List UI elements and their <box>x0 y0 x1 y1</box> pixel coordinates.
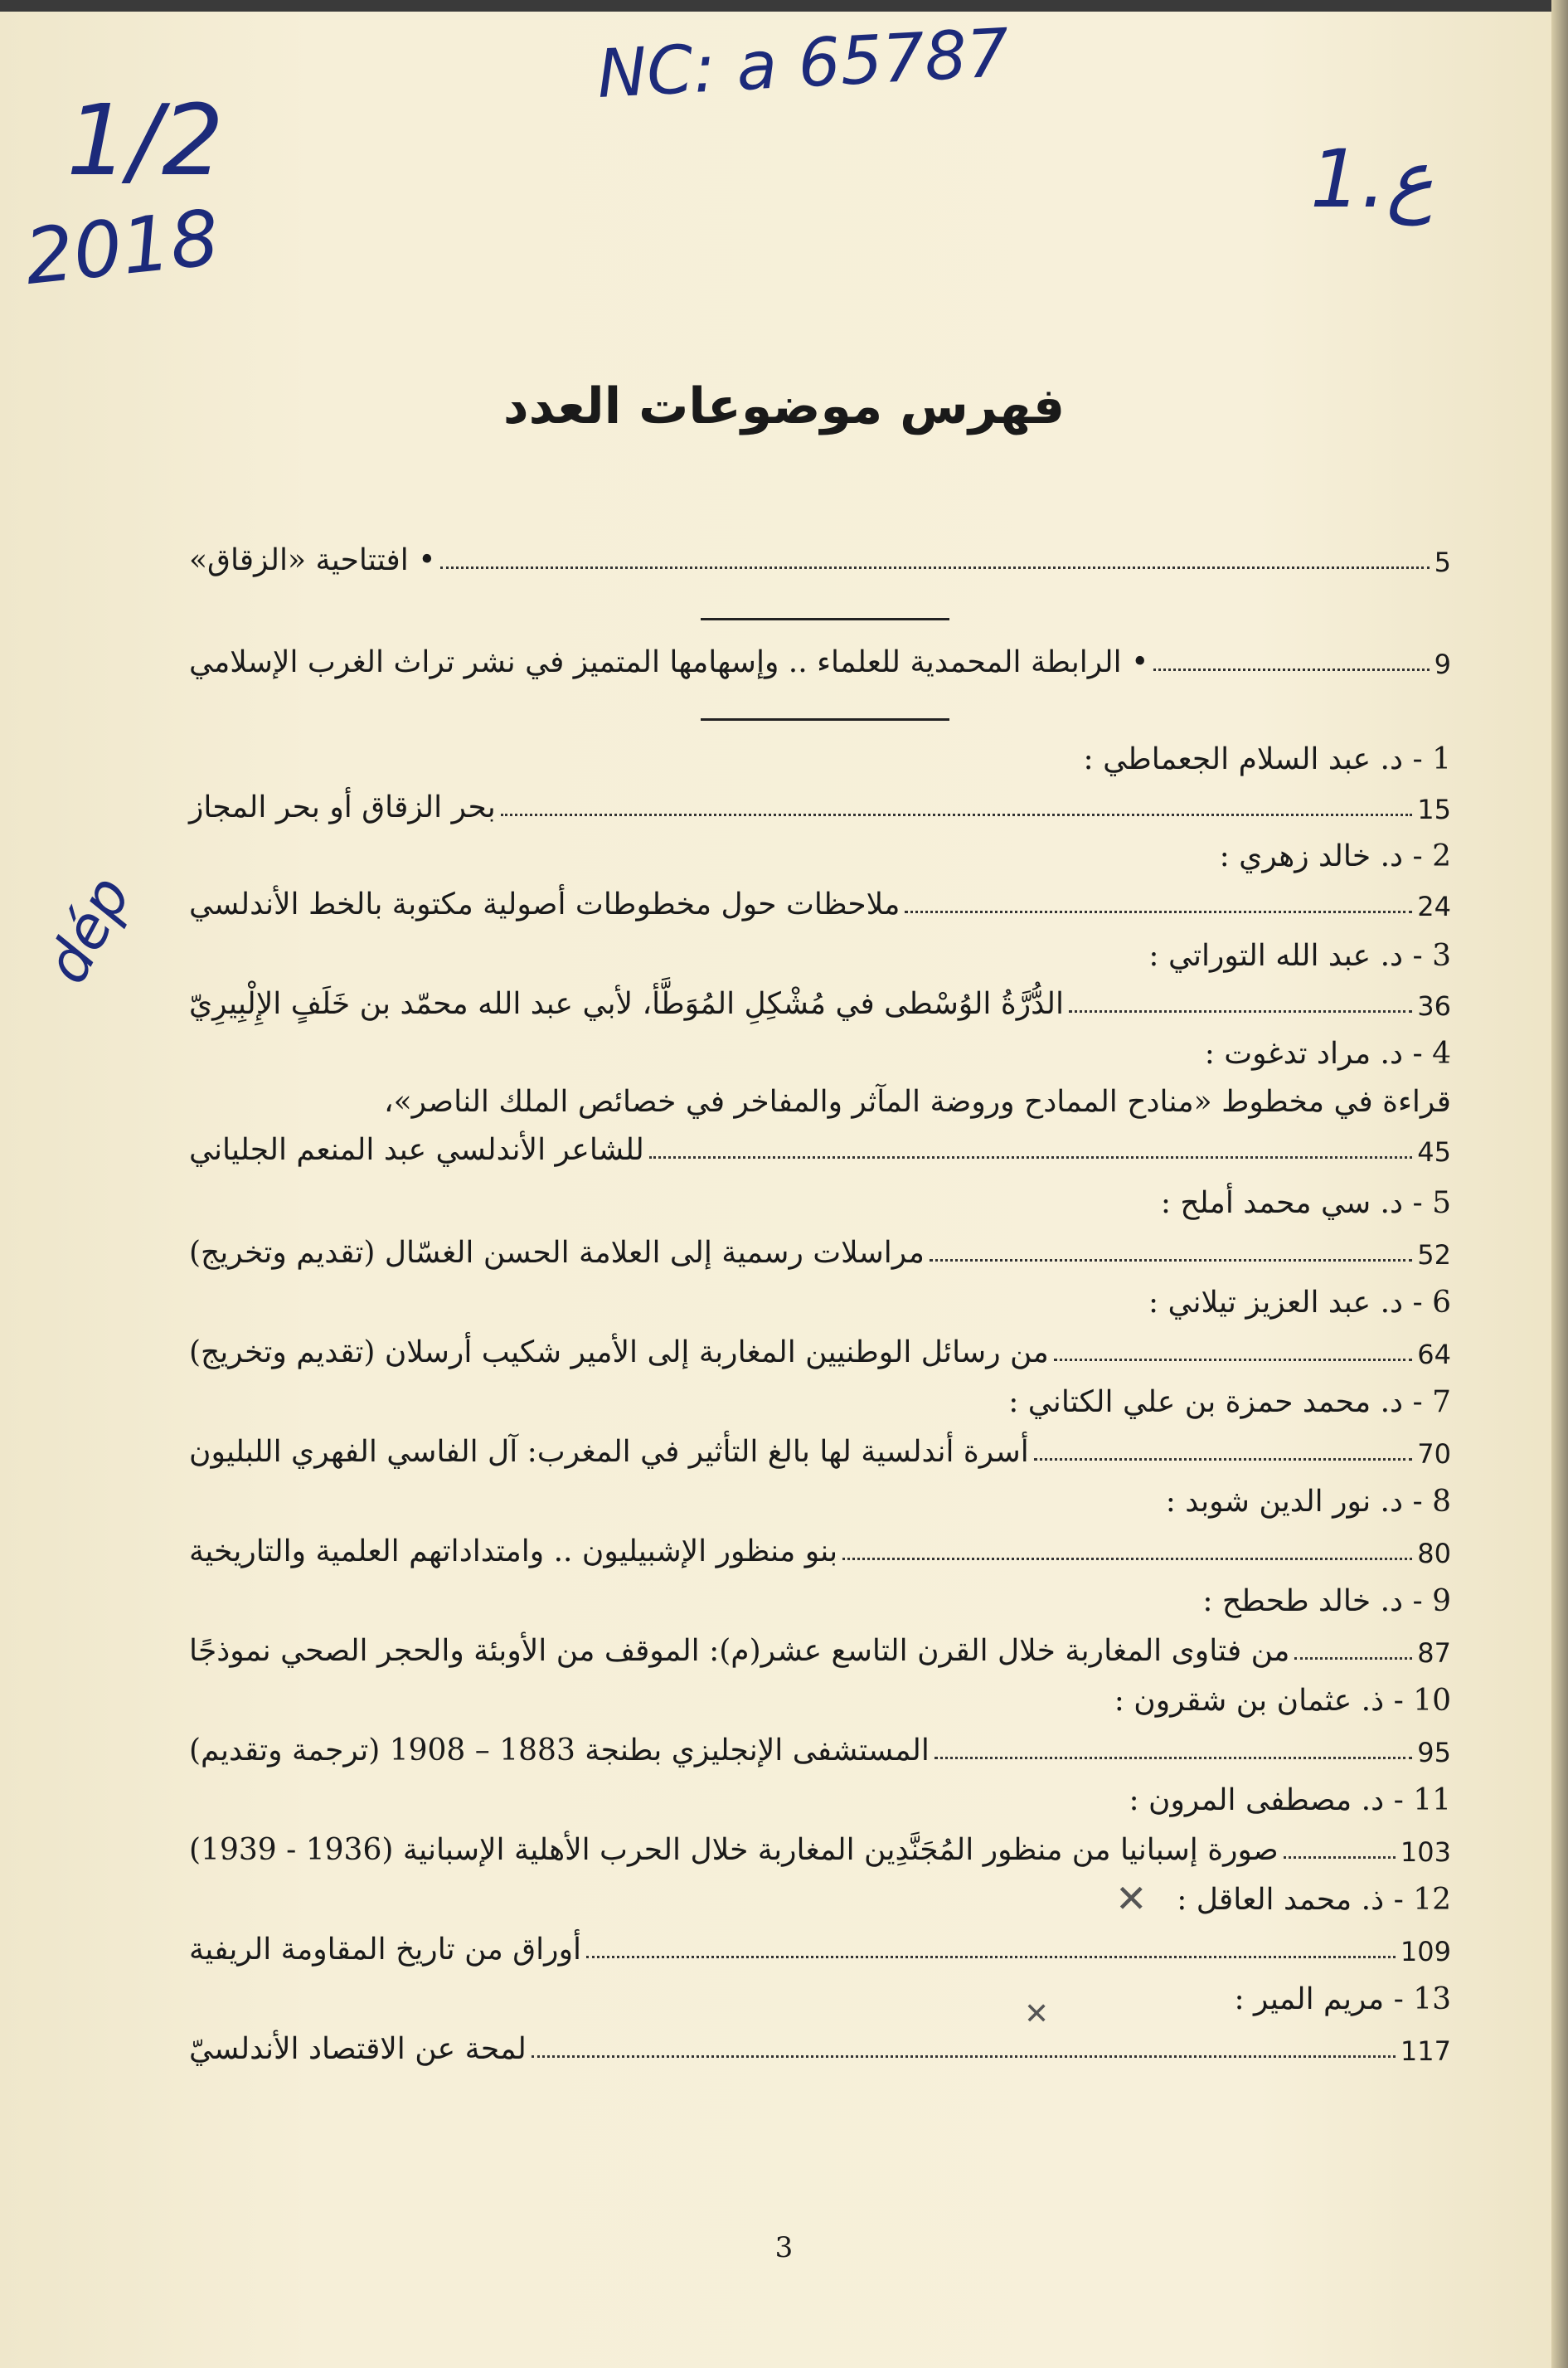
toc-page-number: 87 <box>1417 1636 1451 1669</box>
toc-entry-intro <box>189 543 1451 577</box>
toc-entry <box>189 2032 1451 2066</box>
toc-entry-title: مراسلات رسمية إلى العلامة الحسن الغسّال (تقديم وتخريج) <box>189 1236 925 1270</box>
toc-entry-title: • الرابطة المحمدية للعلماء .. وإسهامها المتميز في نشر تراث الغرب الإسلامي <box>189 645 1149 679</box>
toc-entry <box>189 1534 1451 1568</box>
toc-entry-rabita <box>189 645 1451 679</box>
toc-entry-title: • افتتاحية «الزقاق» <box>189 543 436 577</box>
leader-dots <box>586 1956 1396 1958</box>
toc-entry-title: أوراق من تاريخ المقاومة الريفية <box>189 1933 581 1967</box>
leader-dots <box>440 566 1429 569</box>
toc-page-number: 109 <box>1400 1935 1451 1967</box>
leader-dots <box>1054 1359 1413 1361</box>
toc-author: 7 - د. محمد حمزة بن علي الكتاني : <box>1008 1385 1451 1419</box>
toc-entry <box>189 887 1451 921</box>
handwritten-margin-note: dép <box>32 865 144 994</box>
leader-dots <box>532 2055 1396 2058</box>
toc-author: 12 - ذ. محمد العاقل : <box>1177 1883 1451 1917</box>
toc-page-number: 103 <box>1400 1836 1451 1868</box>
toc-entry-title: للشاعر الأندلسي عبد المنعم الجلياني <box>189 1133 644 1167</box>
toc-entry-title: أسرة أندلسية لها بالغ التأثير في المغرب: آل الفاسي الفهري اللبليون <box>189 1435 1029 1469</box>
toc-author: 10 - ذ. عثمان بن شقرون : <box>1114 1684 1451 1718</box>
toc-page-number: 15 <box>1417 793 1451 825</box>
toc-entry <box>189 987 1451 1021</box>
toc-author: 5 - د. سي محمد أملح : <box>1160 1186 1451 1220</box>
handwritten-x-mark: ✕ <box>1115 1876 1148 1921</box>
handwritten-fraction: 1/2 <box>66 83 224 197</box>
toc-author: 11 - د. مصطفى المرون : <box>1129 1783 1451 1817</box>
scan-right-edge <box>1551 0 1568 2368</box>
leader-dots <box>1284 1856 1396 1859</box>
toc-author: 13 - مريم المير : <box>1234 1982 1451 2016</box>
page-title: فهرس موضوعات العدد <box>502 377 1066 435</box>
toc-entry <box>189 1133 1451 1167</box>
toc-entry <box>189 1335 1451 1369</box>
handwritten-call-number: NC: a 65787 <box>595 14 1012 113</box>
toc-page-number: 95 <box>1417 1736 1451 1768</box>
page-number: 3 <box>774 2231 794 2264</box>
toc-author: 8 - د. نور الدين شوبد : <box>1165 1485 1451 1519</box>
toc-author: 2 - د. خالد زهري : <box>1219 839 1451 873</box>
toc-page-number: 80 <box>1417 1537 1451 1569</box>
leader-dots <box>649 1156 1412 1159</box>
toc-entry-title: بحر الزقاق أو بحر المجاز <box>189 790 496 824</box>
toc-entry <box>189 1733 1451 1767</box>
toc-author: 1 - د. عبد السلام الجعماطي : <box>1083 742 1451 776</box>
toc-page-number: 117 <box>1400 2035 1451 2067</box>
leader-dots <box>1069 1010 1412 1013</box>
toc-entry-title: الدُّرَّةُ الوُسْطى في مُشْكِلِ المُوَطَّأ، لأبي عبد الله محمّد بن خَلَفٍ الإِلْبِيرِيّ <box>189 987 1064 1021</box>
handwritten-x-mark: ✕ <box>1024 1997 1050 2031</box>
toc-entry-title: من فتاوى المغاربة خلال القرن التاسع عشر(م): الموقف من الأوبئة والحجر الصحي نموذجًا <box>189 1634 1290 1668</box>
toc-author: 6 - د. عبد العزيز تيلاني : <box>1148 1286 1451 1320</box>
toc-page-number: 52 <box>1417 1238 1451 1271</box>
toc-page-number: 24 <box>1417 890 1451 922</box>
toc-entry-title: المستشفى الإنجليزي بطنجة 1883 – 1908 (ترجمة وتقديم) <box>189 1733 930 1767</box>
toc-page-number: 36 <box>1417 990 1451 1022</box>
toc-author: 4 - د. مراد تدغوت : <box>1204 1037 1451 1071</box>
separator-line <box>701 718 949 721</box>
leader-dots <box>934 1757 1412 1759</box>
toc-author: 3 - د. عبد الله التوراتي : <box>1148 939 1451 973</box>
toc-entry <box>189 1833 1451 1867</box>
toc-entry <box>189 790 1451 824</box>
toc-entry <box>189 1435 1451 1469</box>
toc-entry-title: لمحة عن الاقتصاد الأندلسيّ <box>189 2032 527 2066</box>
toc-entry-title: ملاحظات حول مخطوطات أصولية مكتوبة بالخط الأندلسي <box>189 887 901 921</box>
scan-top-edge <box>0 0 1568 12</box>
leader-dots <box>1153 669 1429 671</box>
toc-entry <box>189 1933 1451 1967</box>
toc-entry <box>189 1236 1451 1270</box>
toc-page-number: 64 <box>1417 1338 1451 1370</box>
toc-entry-title: من رسائل الوطنيين المغاربة إلى الأمير شكيب أرسلان (تقديم وتخريج) <box>189 1335 1049 1369</box>
separator-line <box>701 618 949 620</box>
leader-dots <box>930 1259 1412 1262</box>
leader-dots <box>501 814 1413 816</box>
toc-author: 9 - د. خالد طحطح : <box>1202 1584 1451 1618</box>
toc-page-number: 70 <box>1417 1437 1451 1470</box>
toc-entry-title-line1: قراءة في مخطوط «منادح الممادح وروضة المآثر والمفاخر في خصائص الملك الناصر»، <box>384 1085 1451 1119</box>
toc-entry-title: بنو منظور الإشبيليون .. وامتداداتهم العلمية والتاريخية <box>189 1534 838 1568</box>
handwritten-code: 1.ع <box>1310 133 1434 226</box>
leader-dots <box>905 911 1412 913</box>
toc-entry-title: صورة إسبانيا من منظور المُجَنَّدِين المغاربة خلال الحرب الأهلية الإسبانية (1936 - 1939) <box>189 1833 1279 1867</box>
leader-dots <box>842 1558 1412 1560</box>
toc-page-number: 45 <box>1417 1135 1451 1168</box>
toc-page-number: 5 <box>1434 546 1451 578</box>
handwritten-year: 2018 <box>21 193 224 302</box>
toc-entry <box>189 1634 1451 1668</box>
leader-dots <box>1034 1458 1412 1461</box>
toc-page-number: 9 <box>1434 648 1451 680</box>
leader-dots <box>1294 1657 1412 1660</box>
